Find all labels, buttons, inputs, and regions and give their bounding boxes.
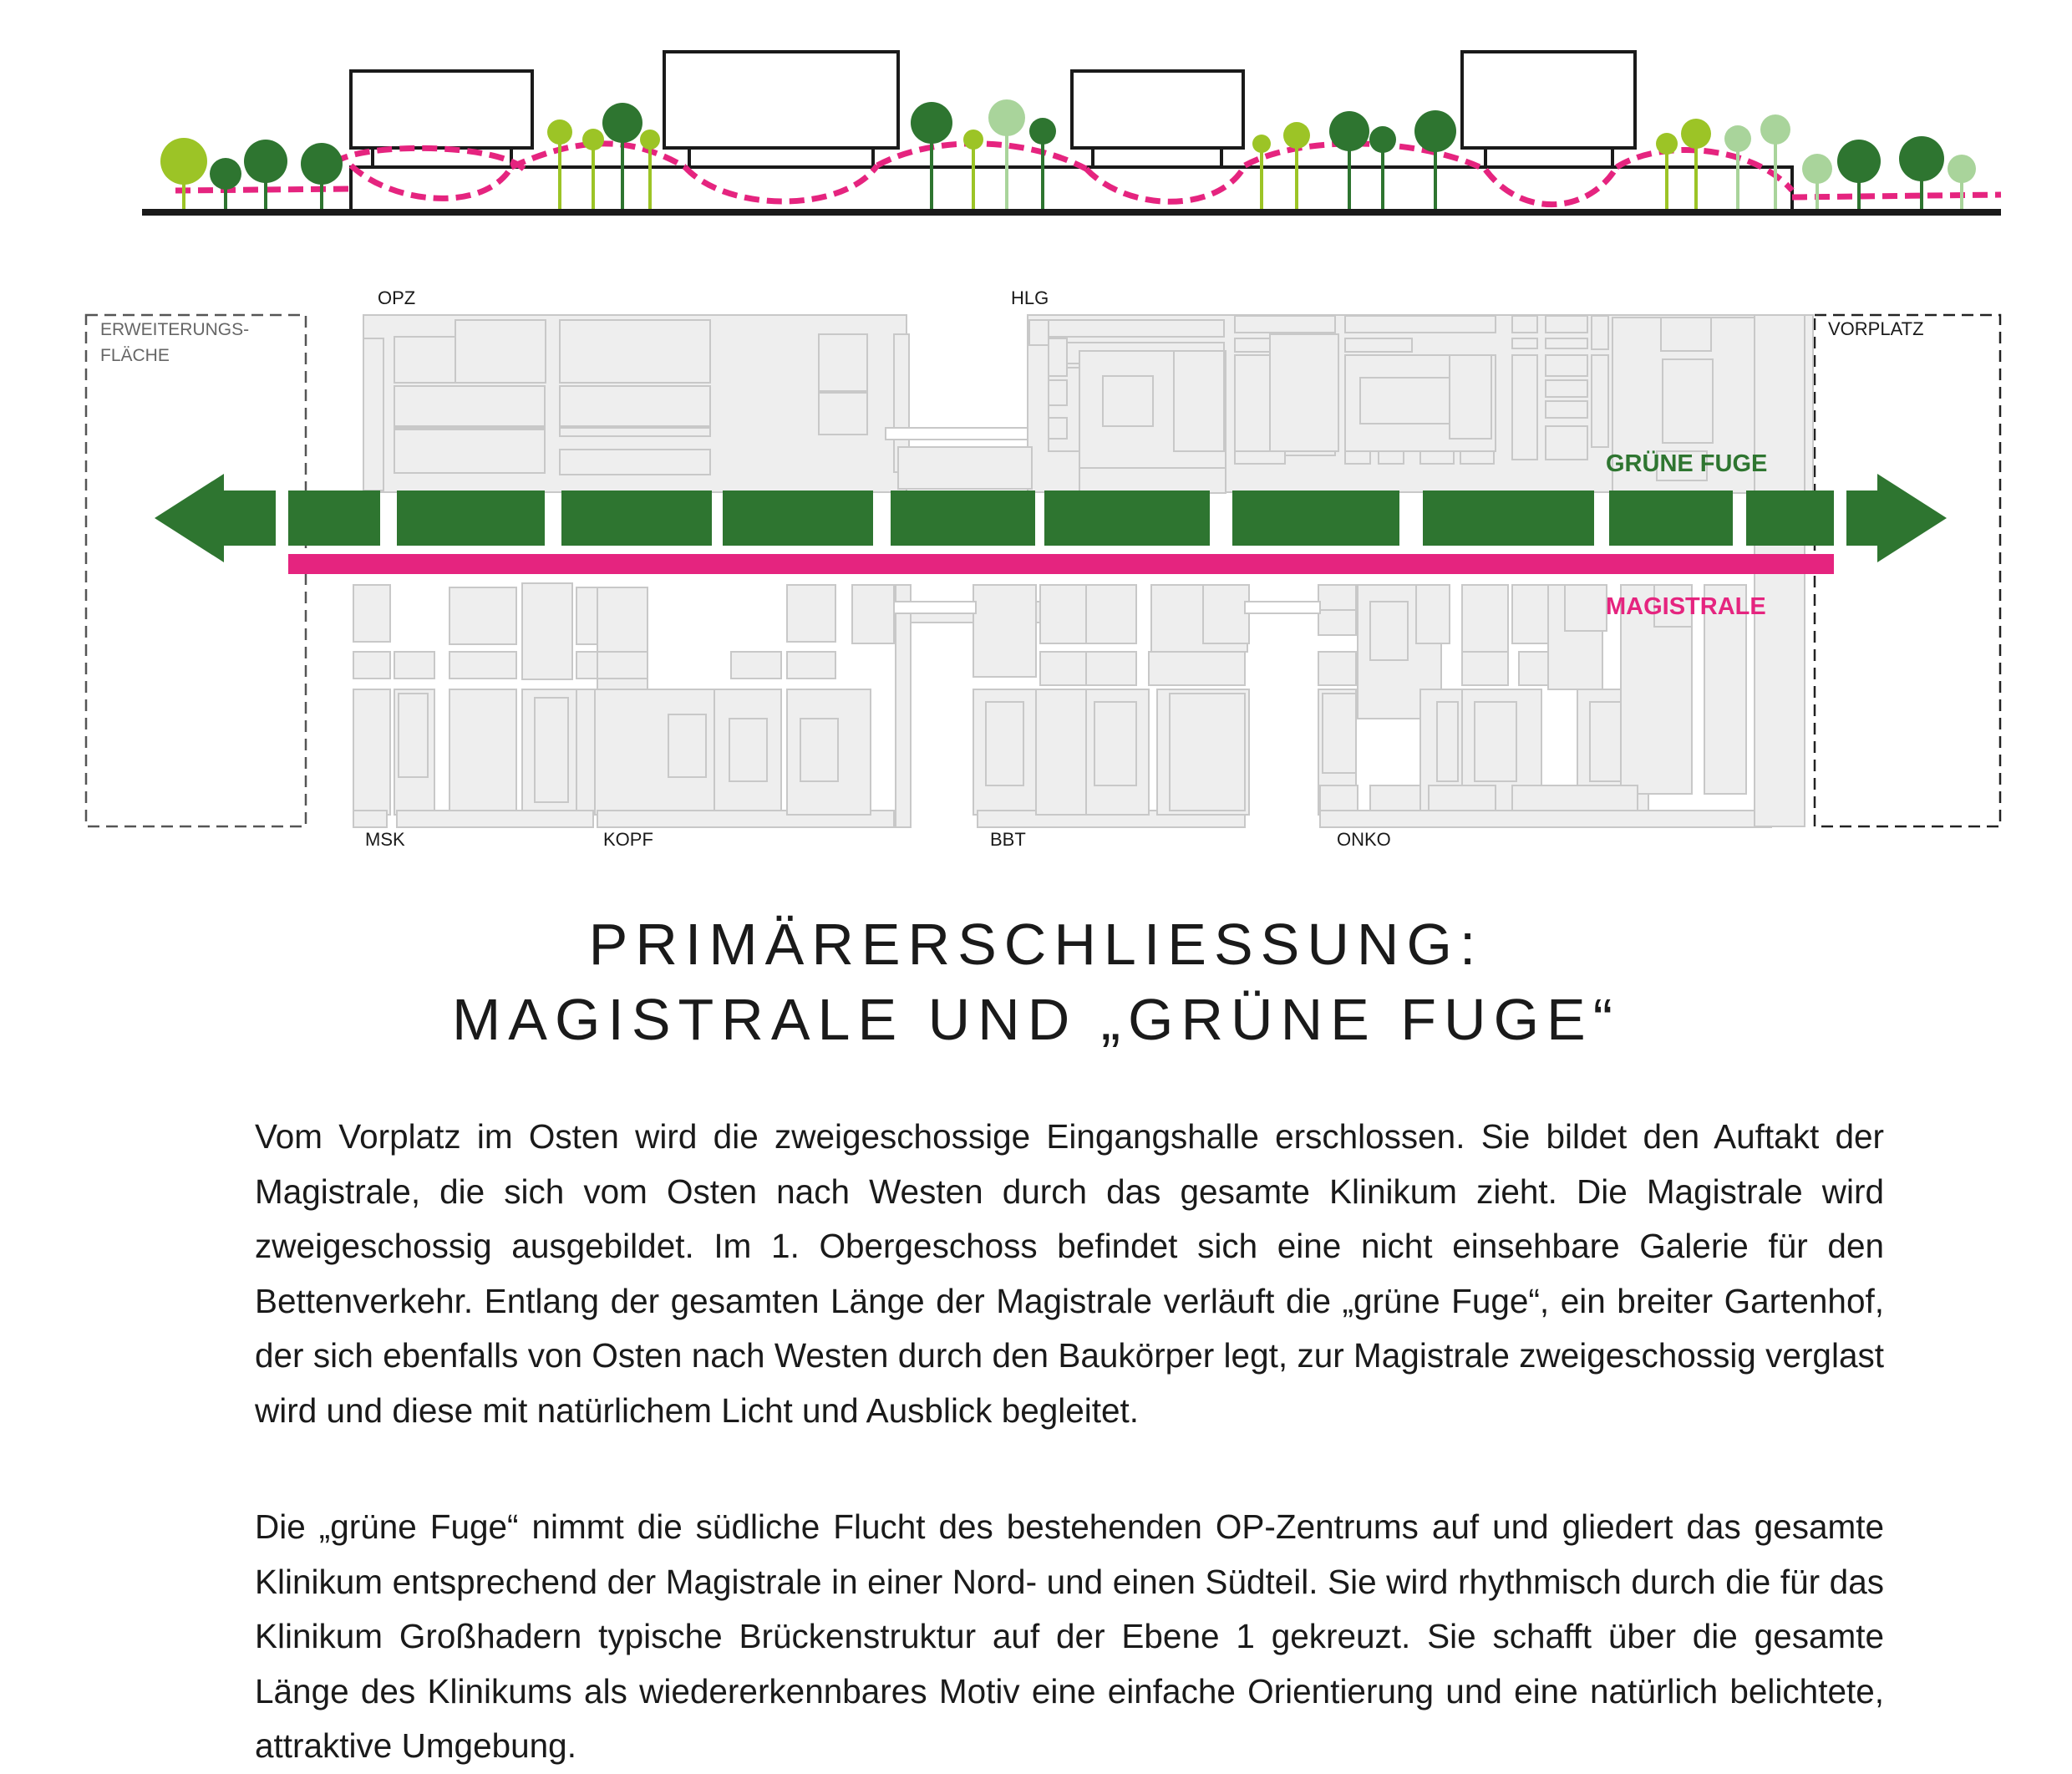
building-block — [1546, 355, 1587, 376]
erweiterungsflaeche-outline — [86, 315, 306, 826]
building-block — [1512, 338, 1537, 348]
building-block — [787, 652, 835, 679]
building-block — [787, 585, 835, 642]
building-block — [1512, 785, 1638, 811]
building-block — [1661, 318, 1711, 351]
section-volume — [351, 71, 532, 148]
bridge-connector — [1245, 602, 1320, 613]
building-block — [1416, 585, 1450, 643]
building-block — [397, 811, 593, 827]
fuge-segment — [288, 491, 380, 546]
building-block — [852, 585, 894, 643]
building-block — [394, 386, 545, 426]
building-block — [353, 652, 390, 679]
building-block — [394, 430, 545, 473]
building-block — [1318, 610, 1356, 635]
building-block — [560, 428, 710, 436]
section-volume — [1072, 71, 1243, 148]
tree-icon — [547, 119, 572, 209]
section-volume — [664, 52, 898, 148]
label-onko: ONKO — [1337, 829, 1391, 850]
tree-icon — [1029, 118, 1056, 209]
label-opz: OPZ — [378, 287, 416, 308]
building-block — [1437, 702, 1458, 781]
tree-icon — [244, 140, 287, 209]
building-block — [1512, 355, 1537, 460]
building-block — [1079, 468, 1226, 493]
building-block — [1420, 451, 1454, 464]
tree-icon — [988, 99, 1025, 209]
tree-icon — [301, 143, 343, 209]
building-block — [800, 719, 838, 781]
tree-icon — [1681, 119, 1711, 209]
bridge-connector — [894, 602, 976, 613]
gruene-fuge-arrow-east — [1846, 474, 1947, 562]
building-block — [986, 702, 1023, 785]
tree-icon — [963, 130, 983, 209]
building-block — [394, 428, 545, 430]
building-block — [597, 652, 648, 679]
building-block — [1429, 785, 1496, 811]
building-block — [1170, 694, 1245, 811]
building-block — [1512, 316, 1537, 333]
building-block — [1663, 359, 1713, 443]
building-block — [353, 689, 390, 815]
label-msk: MSK — [365, 829, 405, 850]
building-block — [729, 719, 767, 781]
body-paragraph-1: Vom Vorplatz im Osten wird die zweigeschossige Eingangshalle erschlossen. Sie bildet den Auftakt der Magistrale, die sich vom Osten nach Westen durch das gesamte Klinikum zieht. Die Magistrale wird zweigeschossig ausgebildet. Im 1. Obergeschoss befindet sich eine nicht einsehbare Galerie für den Bettenverkehr. Entlang der gesamten Länge der Magistrale verläuft die „grüne Fuge“, ein breiter Gartenhof, der sich ebenfalls von Osten nach Westen durch den Baukörper legt, zur Magistrale zweigeschossig verglast wird und diese mit natürlichem Licht und Ausblick begleitet. — [255, 1117, 1884, 1430]
fuge-segment — [397, 491, 545, 546]
building-block — [1029, 320, 1049, 345]
tree-icon — [160, 138, 207, 209]
tree-icon — [1802, 154, 1832, 209]
tree-icon — [1329, 111, 1369, 209]
fuge-segment — [1746, 491, 1834, 546]
label-erweiterung-1: ERWEITERUNGS- — [100, 320, 250, 339]
building-block — [394, 652, 434, 679]
building-block — [1546, 338, 1587, 348]
building-block — [1360, 378, 1460, 424]
building-block — [363, 338, 383, 491]
title-line-1: PRIMÄRERSCHLIESSUNG: — [588, 912, 1484, 977]
section-elevation — [142, 52, 2001, 212]
building-block — [1235, 451, 1285, 464]
vorplatz-outline — [1815, 315, 2000, 826]
building-block — [1318, 652, 1356, 685]
building-block — [1235, 316, 1335, 333]
section-volume — [1462, 52, 1635, 148]
building-block — [1040, 585, 1086, 643]
building-block — [1049, 380, 1067, 405]
building-block — [1149, 652, 1245, 685]
building-block — [973, 585, 1036, 677]
building-block — [449, 587, 516, 644]
building-block — [1094, 702, 1136, 785]
building-block — [1370, 785, 1420, 811]
building-block — [731, 652, 781, 679]
building-block — [1320, 785, 1358, 811]
tree-icon — [1656, 133, 1678, 209]
building-block — [1546, 316, 1587, 333]
building-block — [455, 320, 546, 383]
building-block — [353, 811, 387, 827]
building-block — [898, 447, 1032, 489]
tree-icon — [1414, 110, 1456, 209]
building-block — [1546, 380, 1587, 397]
building-block — [1546, 426, 1587, 460]
building-block — [1318, 585, 1356, 610]
building-block — [1086, 652, 1136, 685]
fuge-segment — [561, 491, 712, 546]
page-title — [0, 907, 2072, 1057]
building-block — [1049, 338, 1067, 376]
building-block — [353, 585, 390, 642]
building-block — [1345, 338, 1412, 352]
tree-icon — [210, 158, 241, 209]
building-block — [560, 320, 710, 383]
label-vorplatz: VORPLATZ — [1828, 318, 1924, 339]
bridge-connector — [886, 428, 1028, 440]
building-block — [399, 694, 428, 777]
building-block — [1049, 418, 1067, 439]
building-block — [1103, 376, 1153, 426]
building-block — [1345, 316, 1496, 333]
building-block — [1049, 320, 1224, 337]
building-block — [1270, 334, 1338, 451]
building-block — [535, 698, 568, 802]
label-kopf: KOPF — [603, 829, 653, 850]
label-erweiterung-2: FLÄCHE — [100, 346, 170, 365]
label-gruene-fuge: GRÜNE FUGE — [1606, 450, 1768, 477]
building-block — [560, 386, 710, 426]
building-block — [1462, 585, 1508, 652]
building-block — [1345, 451, 1370, 464]
building-block — [1450, 355, 1491, 439]
building-block — [1040, 652, 1086, 685]
building-block — [1592, 355, 1608, 447]
fuge-segment — [1423, 491, 1594, 546]
building-block — [1203, 585, 1249, 643]
tree-icon — [640, 130, 660, 209]
label-bbt: BBT — [990, 829, 1026, 850]
title-line-2: MAGISTRALE UND „GRÜNE FUGE“ — [451, 987, 1621, 1052]
magistrale-line — [288, 554, 1834, 574]
building-block — [668, 714, 706, 777]
fuge-segment — [1609, 491, 1733, 546]
building-block — [819, 393, 867, 435]
body-paragraph-2: Die „grüne Fuge“ nimmt die südliche Flucht des bestehenden OP-Zentrums auf und gliedert das gesamte Klinikum entsprechend der Magistrale in einer Nord- und einen Südteil. Sie wird rhythmisch durch die für das Klinikum Großhadern typische Brückenstruktur auf der Ebene 1 gekreuzt. Sie schafft über die gesamte Länge des Klinikums als wiedererkennbares Motiv eine einfache Orientierung und eine natürlich belichtete, attraktive Umgebung. — [255, 1507, 1884, 1765]
building-block — [1086, 585, 1136, 643]
building-block — [819, 334, 867, 391]
section-podium — [351, 167, 1792, 211]
building-block — [449, 652, 516, 679]
building-block — [1370, 602, 1408, 660]
building-block — [1592, 316, 1608, 349]
site-diagram — [0, 0, 2072, 869]
section-circulation-path — [175, 144, 2001, 205]
site-plan — [86, 287, 2000, 850]
building-block — [1323, 694, 1356, 773]
building-block — [1379, 451, 1404, 464]
building-block — [449, 689, 516, 815]
label-hlg: HLG — [1011, 287, 1049, 308]
label-magistrale: MAGISTRALE — [1606, 593, 1766, 620]
building-block — [1565, 585, 1607, 631]
building-block — [597, 587, 648, 703]
building-block — [1174, 351, 1224, 451]
gruene-fuge-segments — [288, 491, 1834, 546]
tree-icon — [602, 103, 642, 209]
building-block — [896, 585, 911, 827]
fuge-segment — [1232, 491, 1399, 546]
building-block — [1460, 451, 1494, 464]
tree-icon — [1252, 135, 1271, 209]
tree-icon — [1948, 155, 1976, 209]
fuge-segment — [723, 491, 873, 546]
building-block — [1462, 652, 1508, 685]
tree-icon — [1760, 114, 1790, 209]
fuge-segment — [891, 491, 1035, 546]
building-block — [1320, 811, 1771, 827]
fuge-segment — [1044, 491, 1210, 546]
building-block — [560, 450, 710, 475]
tree-icon — [911, 102, 952, 209]
building-block — [522, 583, 572, 679]
building-block — [1475, 702, 1516, 781]
building-block — [1546, 401, 1587, 418]
gruene-fuge-arrow-west — [155, 474, 276, 562]
